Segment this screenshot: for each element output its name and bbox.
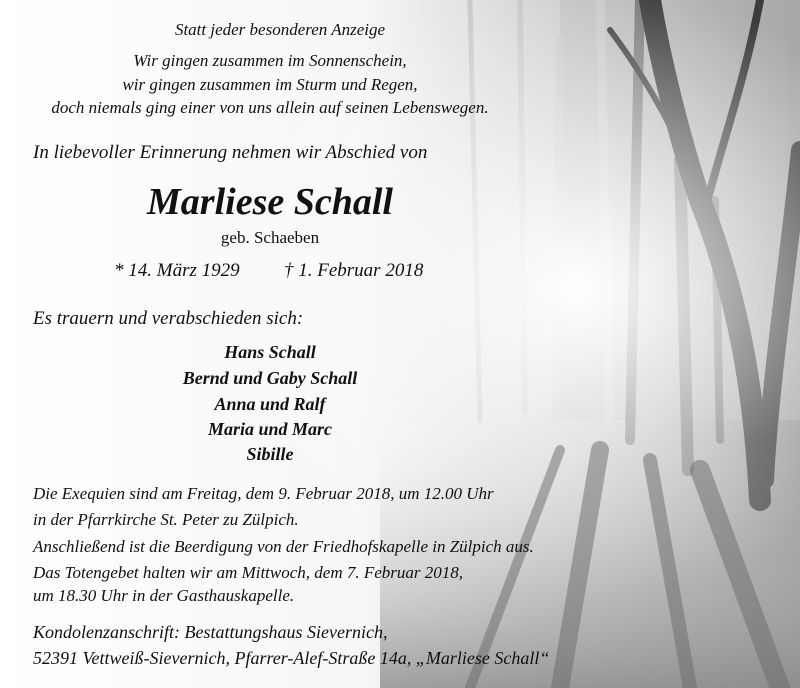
mourner-name: Maria und Marc: [207, 419, 333, 439]
service-line: Die Exequien sind am Freitag, dem 9. Februar 2018, um 12.00 Uhr: [33, 484, 494, 503]
service-line: in der Pfarrkirche St. Peter zu Zülpich.: [33, 510, 299, 529]
service-line: um 18.30 Uhr in der Gasthauskapelle.: [33, 586, 295, 605]
mourner-name: Bernd und Gaby Schall: [182, 368, 358, 388]
deceased-name: Marliese Schall: [147, 181, 393, 223]
intro-text: In liebevoller Erinnerung nehmen wir Abschied von: [33, 142, 428, 163]
service-line: Anschließend ist die Beerdigung von der Friedhofskapelle in Zülpich aus.: [33, 537, 534, 556]
maiden-name: geb. Schaeben: [220, 228, 320, 247]
header-text: Statt jeder besonderen Anzeige: [174, 20, 386, 39]
poem-line: doch niemals ging einer von uns allein auf seinen Lebenswegen.: [51, 98, 489, 117]
poem-line: Wir gingen zusammen im Sonnenschein,: [133, 51, 407, 70]
service-line: Das Totengebet halten wir am Mittwoch, dem 7. Februar 2018,: [33, 563, 464, 582]
birth-date: * 14. März 1929: [114, 260, 240, 281]
condolence-line: 52391 Vettweiß-Sievernich, Pfarrer-Alef-Straße 14a, „Marliese Schall“: [33, 648, 550, 668]
mourner-name: Hans Schall: [224, 342, 316, 362]
mourners-intro: Es trauern und verabschieden sich:: [33, 308, 304, 329]
death-date: † 1. Februar 2018: [284, 260, 424, 281]
poem-line: wir gingen zusammen im Sturm und Regen,: [122, 75, 418, 94]
mourner-name: Anna und Ralf: [214, 394, 326, 414]
mourner-name: Sibille: [246, 444, 294, 464]
condolence-line: Kondolenzanschrift: Bestattungshaus Sievernich,: [33, 622, 388, 642]
